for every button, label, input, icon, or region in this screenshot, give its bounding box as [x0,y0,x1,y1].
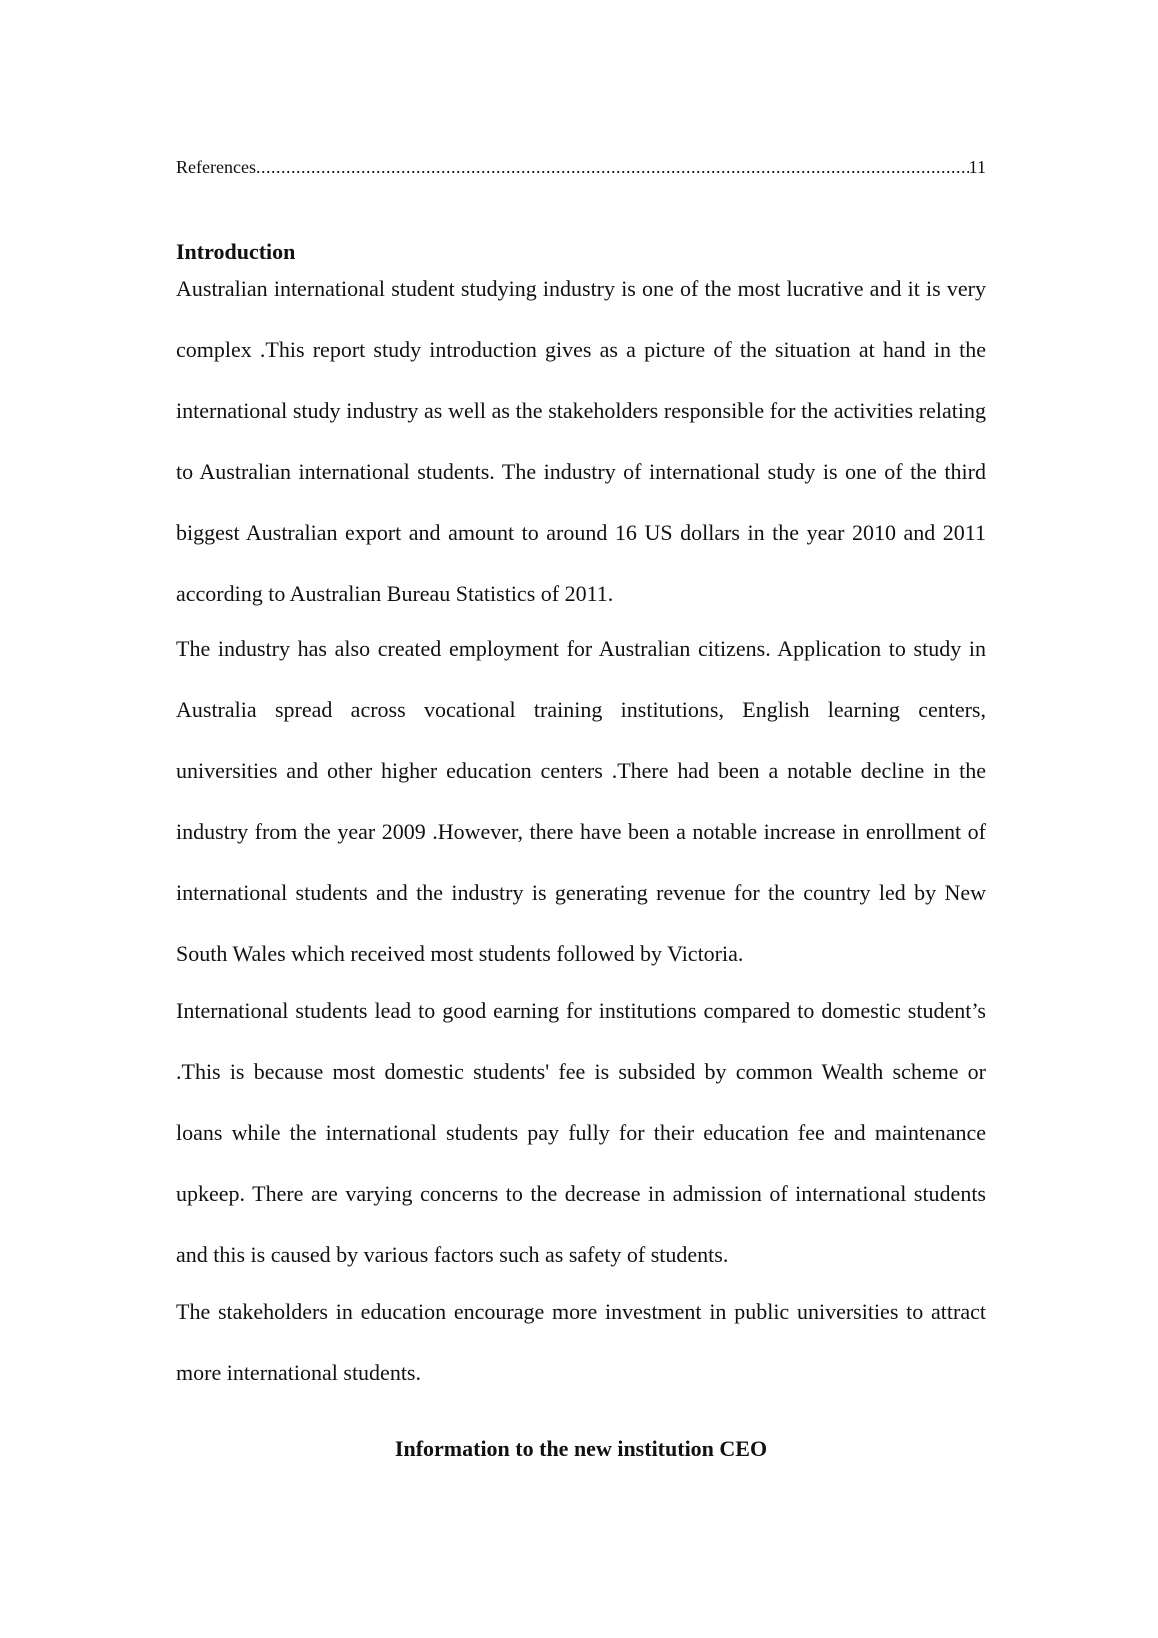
toc-page-number: 11 [968,157,986,177]
toc-entry-references[interactable] [176,152,986,182]
introduction-paragraph-1: Australian international student studying industry is one of the most lucrative and it is very complex .This report study introduction gives as a picture of the situation at hand in the international study industry as well as the stakeholders responsible for the activities relating to Australian international students. The industry of international study is one of the third biggest Australian export and amount to around 16 US dollars in the year 2010 and 2011 according to Australian Bureau Statistics of 2011. [176,276,986,606]
toc-dot-leader [256,152,969,182]
ceo-information-heading: Information to the new institution CEO [394,1436,768,1461]
introduction-paragraph-4: The stakeholders in education encourage more investment in public universities to attract more international students. [176,1299,986,1385]
introduction-paragraph-2: The industry has also created employment for Australian citizens. Application to study in Australia spread across vocational training institutions, English learning centers, universities and other higher education centers .There had been a notable decline in the industry from the year 2009 .However, there have been a notable increase in enrollment of international students and the industry is generating revenue for the country led by New South Wales which received most students followed by Victoria. [176,636,986,966]
introduction-paragraph-3: International students lead to good earning for institutions compared to domestic student’s .This is because most domestic students' fee is subsided by common Wealth scheme or loans while the international students pay fully for their education fee and maintenance upkeep. There are varying concerns to the decrease in admission of international students and this is caused by various factors such as safety of students. [176,998,986,1267]
introduction-heading: Introduction [176,239,296,264]
toc-entry-label: References [176,157,256,177]
